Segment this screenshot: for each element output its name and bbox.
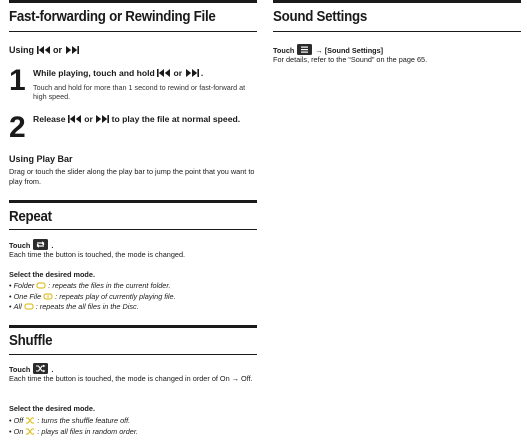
repeat-touch-text: Each time the button is touched, the mode is changed. [9, 250, 186, 259]
step-2-title: Release or to play the file at normal speed. [33, 114, 241, 124]
playbar-text: Drag or touch the slider along the play bar to jump the point that you want to play from. [9, 167, 255, 186]
repeat-all-icon [24, 303, 34, 310]
rewind-icon [37, 46, 51, 54]
playbar-subhead: Using Play Bar [9, 154, 73, 164]
rewind-icon [157, 69, 171, 77]
section-underline [9, 229, 257, 230]
repeat-one-icon [43, 293, 53, 300]
sound-touch: Touch → [Sound Settings] [273, 46, 384, 55]
section-rule [273, 0, 521, 3]
list-item: • Off : turns the shuffle feature off. [9, 416, 131, 425]
shuffle-touch-text: Each time the button is touched, the mode is changed in order of On → Off. [9, 374, 253, 383]
section-rule [9, 0, 257, 3]
fast-forward-icon [95, 115, 109, 123]
sound-title: Sound Settings [273, 9, 367, 25]
shuffle-off-icon [25, 417, 35, 424]
menu-icon[interactable] [297, 44, 312, 55]
fast-forward-icon [185, 69, 199, 77]
list-item: • Folder : repeats the files in the current folder. [9, 281, 171, 290]
section-underline [273, 31, 521, 32]
section-rule [9, 200, 257, 203]
repeat-select-head: Select the desired mode. [9, 270, 95, 279]
section-underline [9, 31, 257, 32]
rewind-icon [68, 115, 82, 123]
section-underline [9, 354, 257, 355]
fast-forward-icon [65, 46, 79, 54]
repeat-icon[interactable] [33, 239, 48, 250]
list-item: • On : plays all files in random order. [9, 427, 139, 436]
repeat-title: Repeat [9, 209, 52, 225]
ff-title: Fast-forwarding or Rewinding File [9, 9, 216, 25]
ff-subhead: Using or [9, 45, 79, 55]
list-item: • All : repeats the all files in the Disc. [9, 302, 139, 311]
shuffle-icon[interactable] [33, 363, 48, 374]
step-1-title: While playing, touch and hold or . [33, 68, 204, 78]
shuffle-select-head: Select the desired mode. [9, 404, 95, 413]
step-2-number: 2 [9, 111, 26, 144]
repeat-folder-icon [36, 282, 46, 289]
shuffle-title: Shuffle [9, 333, 53, 349]
sound-details: For details, refer to the “Sound” on the page 65. [273, 55, 428, 64]
list-item: • One File : repeats play of currently playing file. [9, 292, 176, 301]
repeat-touch: Touch . [9, 241, 54, 250]
step-1-number: 1 [9, 64, 26, 97]
section-rule [9, 325, 257, 328]
step-1-text: Touch and hold for more than 1 second to rewind or fast-forward at high speed. [33, 83, 246, 101]
shuffle-touch: Touch . [9, 365, 54, 374]
shuffle-on-icon [25, 428, 35, 435]
